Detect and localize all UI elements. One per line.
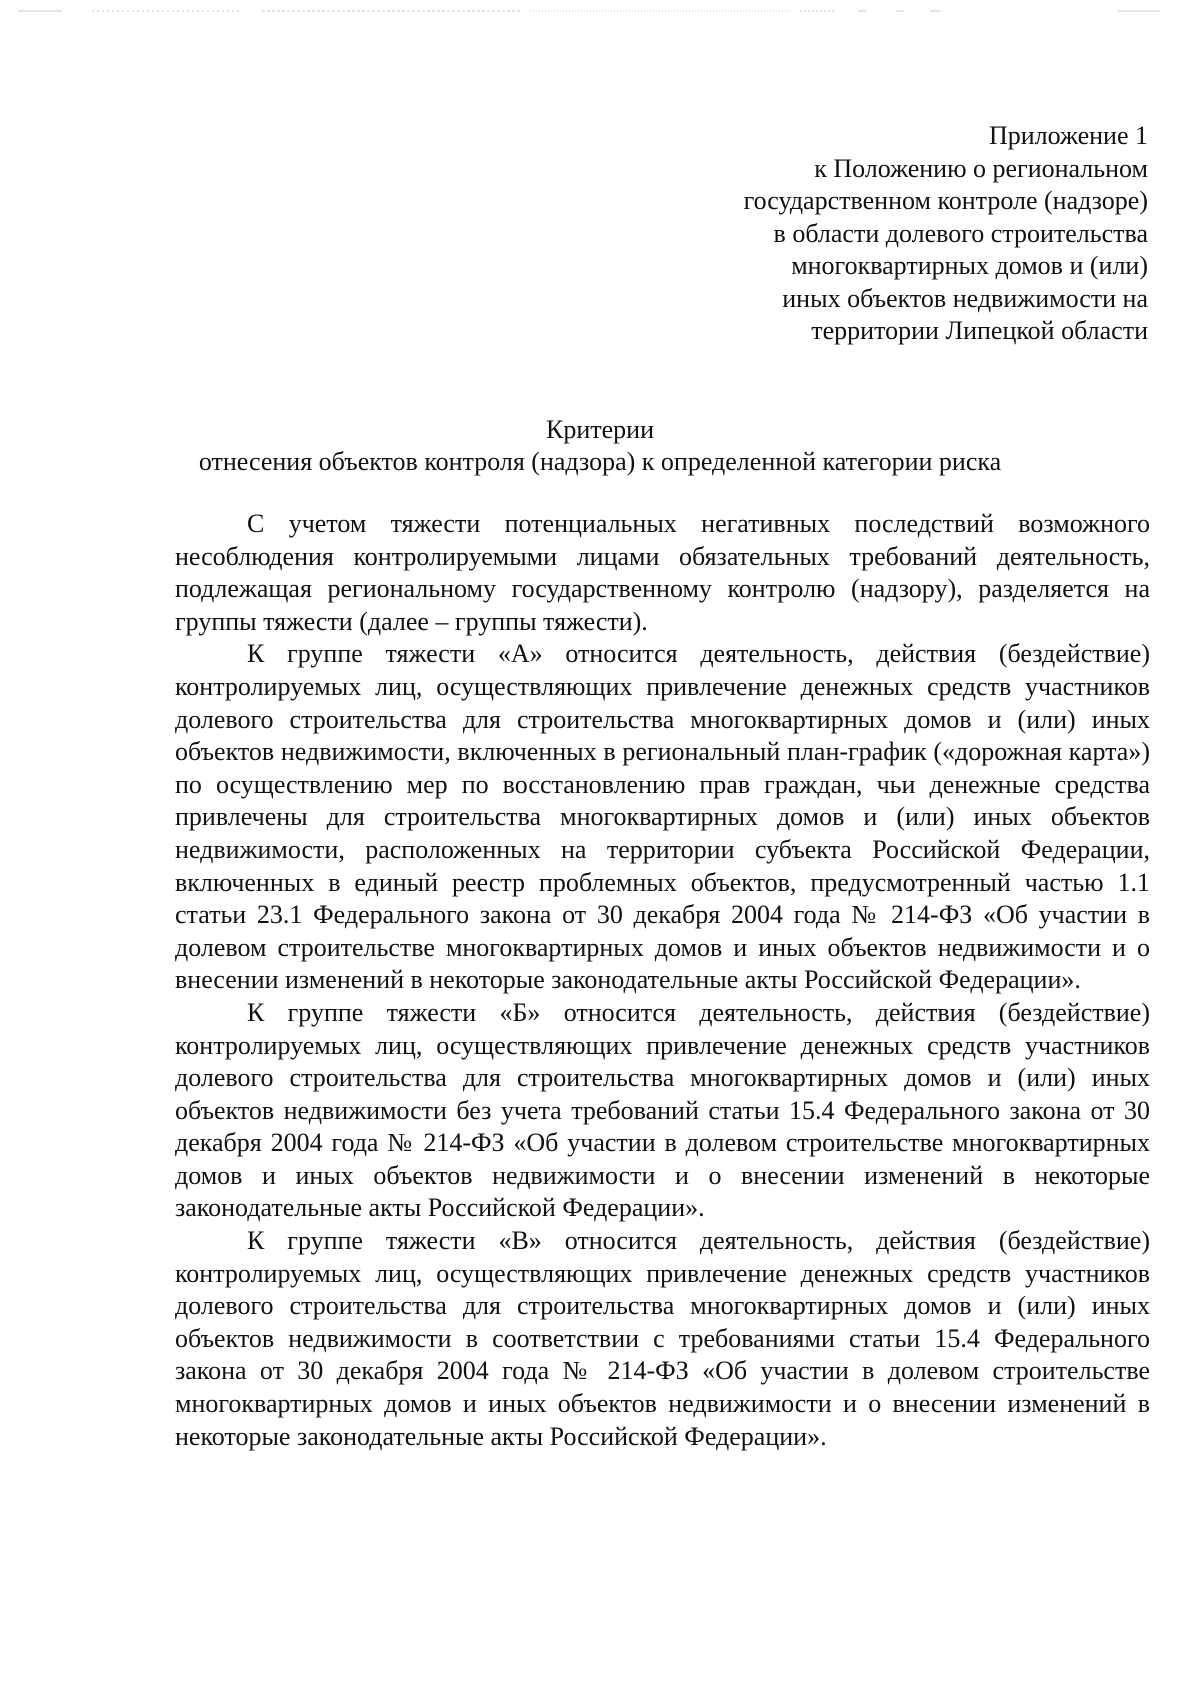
appendix-line: государственном контроле (надзоре)	[743, 186, 1148, 215]
document-title: Критерии	[546, 415, 654, 444]
paragraph-group-a: К группе тяжести «А» относится деятельность, действия (бездействие) контролируемых лиц, осуществляющих привлечение денежных средств участников долевого строительства для строительства многоквартирных домов и (или) иных объектов недвижимости, включенных в региональный план-график («дорожная карта») по осуществлению мер по восстановлению прав граждан, чьи денежные средства привлечены для строительства многоквартирных домов и (или) иных объектов недвижимости, расположенных на территории субъекта Российской Федерации, включенных в единый реестр проблемных объектов, предусмотренный частью 1.1 статьи 23.1 Федерального закона от 30 декабря 2004 года № 214-ФЗ «Об участии в долевом строительстве многоквартирных домов и иных объектов недвижимости и о внесении изменений в некоторые законодательные акты Российской Федерации».	[175, 639, 1150, 995]
appendix-line: многоквартирных домов и (или)	[791, 251, 1148, 280]
paragraph-group-b: К группе тяжести «Б» относится деятельность, действия (бездействие) контролируемых лиц, осуществляющих привлечение денежных средств участников долевого строительства для строительства многоквартирных домов и (или) иных объектов недвижимости без учета требований статьи 15.4 Федерального закона от 30 декабря 2004 года № 214-ФЗ «Об участии в долевом строительстве многоквартирных домов и иных объектов недвижимости и о внесении изменений в некоторые законодательные акты Российской Федерации».	[175, 997, 1150, 1223]
paragraph-group-v: К группе тяжести «В» относится деятельность, действия (бездействие) контролируемых лиц, осуществляющих привлечение денежных средств участников долевого строительства для строительства многоквартирных домов и (или) иных объектов недвижимости в соответствии с требованиями статьи 15.4 Федерального закона от 30 декабря 2004 года № 214-ФЗ «Об участии в долевом строительстве многоквартирных домов и иных объектов недвижимости и о внесении изменений в некоторые законодательные акты Российской Федерации».	[175, 1226, 1150, 1451]
document-subtitle: отнесения объектов контроля (надзора) к определенной категории риска	[198, 447, 1002, 476]
appendix-line: иных объектов недвижимости на	[782, 283, 1148, 313]
scan-artifact-strip	[0, 6, 1200, 16]
document-heading	[0, 414, 1200, 478]
appendix-line: к Положению о региональном	[814, 153, 1148, 183]
appendix-line: Приложение 1	[988, 121, 1148, 150]
paragraph-intro: С учетом тяжести потенциальных негативных последствий возможного несоблюдения контролируемыми лицами обязательных требований деятельность, подлежащая региональному государственному контролю (надзору), разделяется на группы тяжести (далее – группы тяжести).	[175, 509, 1150, 636]
appendix-header	[628, 120, 1148, 348]
appendix-line: в области долевого строительства	[773, 218, 1148, 248]
appendix-line: территории Липецкой области	[811, 316, 1148, 345]
document-body	[175, 508, 1150, 1453]
